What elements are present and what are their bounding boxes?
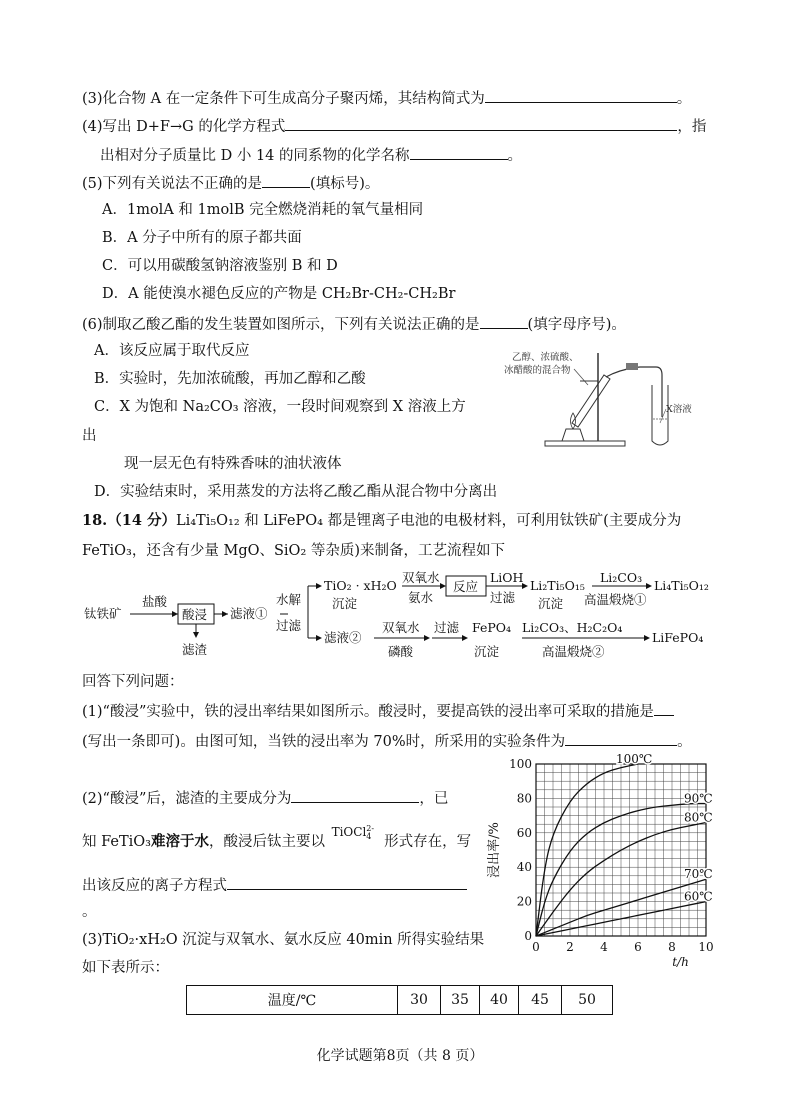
p2-text2b: ，酸浸后钛主要以 bbox=[208, 834, 325, 850]
q5-option-d: D．A 能使溴水褪色反应的产物是 CH₂Br-CH₂-CH₂Br bbox=[102, 286, 456, 302]
flow-li2co3: Li₂CO₃ bbox=[600, 570, 643, 585]
flow-filter: 过滤 bbox=[276, 618, 302, 633]
q18-score: （14 分） bbox=[107, 512, 176, 529]
p1-text1: (1)“酸浸”实验中，铁的浸出率结果如图所示。酸浸时，要提高铁的浸出率可采取的措施是 bbox=[82, 704, 654, 720]
y-axis-label: 浸出率/% bbox=[487, 822, 502, 878]
p2-text2c: 形式存在，写 bbox=[384, 834, 472, 850]
apparatus-label-mix-2: 冰醋酸的混合物 bbox=[504, 365, 571, 376]
q18-line2: FeTiO₃，还含有少量 MgO、SiO₂ 等杂质)来制备，工艺流程如下 bbox=[82, 543, 506, 559]
process-flow-diagram bbox=[82, 568, 722, 672]
p2-ion-sub: 4 bbox=[366, 831, 372, 841]
q4-text: (4)写出 D+F→G 的化学方程式 bbox=[82, 119, 286, 135]
q4-end: ，指 bbox=[677, 119, 707, 135]
series-label: 90℃ bbox=[684, 791, 713, 806]
p2-ion-base: TiOCl bbox=[331, 825, 367, 839]
flow-calcine1: 高温煅烧① bbox=[584, 592, 647, 607]
flow-acid-leach: 酸浸 bbox=[182, 607, 208, 622]
x-tick-label: 10 bbox=[698, 940, 714, 954]
q5-answer-blank[interactable] bbox=[262, 172, 310, 188]
x-tick-label: 4 bbox=[600, 940, 608, 954]
x-tick-label: 2 bbox=[566, 940, 574, 954]
y-tick-label: 80 bbox=[516, 791, 532, 806]
p1-measure-blank[interactable] bbox=[654, 700, 674, 716]
p2-line2 bbox=[82, 823, 472, 852]
leach-rate-chart bbox=[480, 752, 720, 970]
q5-option-a: A．1molA 和 1molB 完全燃烧消耗的氧气量相同 bbox=[102, 202, 424, 218]
q4-answer-blank[interactable] bbox=[285, 115, 677, 131]
flow-precip: 沉淀 bbox=[332, 596, 358, 611]
q6-text: (6)制取乙酸乙酯的发生装置如图所示，下列有关说法正确的是 bbox=[82, 317, 480, 333]
p2-text2a: 知 FeTiO₃ bbox=[82, 834, 151, 850]
q4-line2 bbox=[100, 144, 522, 166]
flow-fepo4: FePO₄ bbox=[472, 620, 512, 635]
table-cell: 30 bbox=[398, 986, 441, 1015]
answer-intro: 回答下列问题： bbox=[82, 674, 184, 690]
flow-ammonia: 氨水 bbox=[408, 590, 434, 605]
q6-line bbox=[82, 313, 626, 335]
q6-option-c: C．X 为饱和 Na₂CO₃ 溶液，一段时间观察到 X 溶液上方 bbox=[94, 399, 466, 415]
p2-ion-scripts bbox=[366, 825, 374, 841]
flow-filtrate2: 滤液② bbox=[324, 630, 362, 645]
q4-line2-end: 。 bbox=[507, 148, 523, 164]
q3-text: (3)化合物 A 在一定条件下可生成高分子聚丙烯，其结构简式为 bbox=[82, 91, 485, 107]
flow-h2o2-b: 双氧水 bbox=[382, 620, 420, 635]
series-label: 70℃ bbox=[684, 867, 713, 882]
x-tick-label: 6 bbox=[634, 940, 642, 954]
q3-end: 。 bbox=[676, 91, 692, 107]
x-tick-label: 8 bbox=[668, 940, 676, 954]
p1-text2: (写出一条即可)。由图可知，当铁的浸出率为 70%时，所采用的实验条件为 bbox=[82, 734, 566, 750]
y-tick-label: 40 bbox=[516, 860, 532, 875]
q3-answer-blank[interactable] bbox=[485, 87, 677, 103]
apparatus-label-mix-1: 乙醇、浓硫酸、 bbox=[512, 352, 579, 363]
q5-option-b: B．A 分子中所有的原子都共面 bbox=[102, 230, 302, 246]
temperature-table bbox=[186, 985, 613, 1015]
flow-lioh: LiOH bbox=[490, 570, 524, 585]
table-row bbox=[187, 986, 613, 1015]
p2-line3 bbox=[82, 874, 467, 896]
flow-reagents2: Li₂CO₃、H₂C₂O₄ bbox=[522, 620, 623, 635]
apparatus-label-x: X溶液 bbox=[666, 404, 692, 415]
p1-condition-blank[interactable] bbox=[565, 730, 677, 746]
flow-filter2: 过滤 bbox=[490, 590, 516, 605]
p2-ion-sup: 2- bbox=[366, 823, 375, 833]
flow-li2ti5o15: Li₂Ti₅O₁₅ bbox=[530, 578, 585, 593]
q3-line bbox=[82, 87, 691, 109]
flow-start: 钛铁矿 bbox=[84, 606, 122, 621]
table-header-cell: 温度/℃ bbox=[187, 986, 398, 1015]
flow-react: 反应 bbox=[453, 579, 479, 594]
p3-line2: 如下表所示： bbox=[82, 960, 169, 976]
flow-precip3: 沉淀 bbox=[474, 644, 500, 659]
y-tick-label: 20 bbox=[516, 894, 532, 909]
x-axis-label: t/h bbox=[672, 955, 689, 969]
page-footer: 化学试题第8页（共 8 页） bbox=[316, 1048, 484, 1064]
p2-line1 bbox=[82, 787, 448, 809]
q6-option-c-cont2: 现一层无色有特殊香味的油状液体 bbox=[124, 456, 342, 472]
p2-text3: 出该反应的离子方程式 bbox=[82, 878, 227, 894]
y-tick-label: 0 bbox=[524, 929, 532, 943]
p2-text1-end: ，已 bbox=[419, 791, 449, 807]
flow-product2: LiFePO₄ bbox=[652, 630, 704, 645]
flow-hcl: 盐酸 bbox=[142, 594, 168, 609]
q6-option-c-cont1: 出 bbox=[82, 428, 97, 444]
p1-text2-end: 。 bbox=[677, 734, 692, 750]
q4-line2-text: 出相对分子质量比 D 小 14 的同系物的化学名称 bbox=[100, 148, 410, 164]
flow-product1: Li₄Ti₅O₁₂ bbox=[654, 578, 709, 593]
q18-intro-1: Li₄Ti₅O₁₂ 和 LiFePO₄ 都是锂离子电池的电极材料，可利用钛铁矿(主要成分为 bbox=[175, 513, 682, 529]
p2-ion bbox=[332, 822, 375, 842]
p2-text2-bold: 难溶于水 bbox=[150, 833, 209, 850]
q5-option-c: C．可以用碳酸氢钠溶液鉴别 B 和 D bbox=[102, 258, 338, 274]
q6-option-b: B．实验时，先加浓硫酸，再加乙醇和乙酸 bbox=[94, 371, 366, 387]
q18-line1 bbox=[82, 511, 681, 531]
q4-line bbox=[82, 115, 706, 137]
apparatus-figure bbox=[500, 345, 700, 453]
flow-filter3: 过滤 bbox=[434, 620, 460, 635]
q6-answer-blank[interactable] bbox=[480, 313, 528, 329]
flow-precip2: 沉淀 bbox=[538, 596, 564, 611]
flow-phosphoric: 磷酸 bbox=[388, 644, 414, 659]
p2-line4: 。 bbox=[82, 904, 97, 920]
q5-end: (填标号)。 bbox=[310, 176, 380, 192]
series-label: 100℃ bbox=[616, 752, 653, 766]
p1-line2 bbox=[82, 730, 692, 752]
table-cell: 35 bbox=[441, 986, 480, 1015]
q18-number: 18. bbox=[82, 512, 108, 529]
flow-tio2: TiO₂ · xH₂O bbox=[324, 578, 397, 593]
p2-equation-blank[interactable] bbox=[227, 874, 467, 890]
q6-option-a: A．该反应属于取代反应 bbox=[94, 343, 250, 359]
flow-calcine2: 高温煅烧② bbox=[542, 644, 605, 659]
q5-text: (5)下列有关说法不正确的是 bbox=[82, 176, 263, 192]
flow-h2o2: 双氧水 bbox=[402, 570, 440, 585]
q6-end: (填字母序号)。 bbox=[527, 317, 626, 333]
table-cell: 45 bbox=[519, 986, 562, 1015]
x-tick-label: 0 bbox=[532, 940, 540, 954]
table-cell: 40 bbox=[480, 986, 519, 1015]
table-cell: 50 bbox=[562, 986, 613, 1015]
p2-text1: (2)“酸浸”后，滤渣的主要成分为 bbox=[82, 791, 292, 807]
p3-line1: (3)TiO₂·xH₂O 沉淀与双氧水、氨水反应 40min 所得实验结果 bbox=[82, 932, 485, 948]
flow-residue: 滤渣 bbox=[182, 642, 208, 657]
flow-hydrolysis: 水解 bbox=[276, 592, 302, 607]
series-label: 80℃ bbox=[684, 810, 713, 825]
q6-option-d: D．实验结束时，采用蒸发的方法将乙酸乙酯从混合物中分离出 bbox=[94, 484, 498, 500]
series-label: 60℃ bbox=[684, 889, 713, 904]
flow-filtrate1: 滤液① bbox=[230, 606, 268, 621]
q5-line bbox=[82, 172, 379, 194]
y-tick-label: 60 bbox=[516, 825, 532, 840]
p2-residue-blank[interactable] bbox=[291, 787, 419, 803]
p1-line1 bbox=[82, 700, 674, 722]
q4-name-blank[interactable] bbox=[410, 144, 508, 160]
y-tick-label: 100 bbox=[509, 757, 532, 771]
